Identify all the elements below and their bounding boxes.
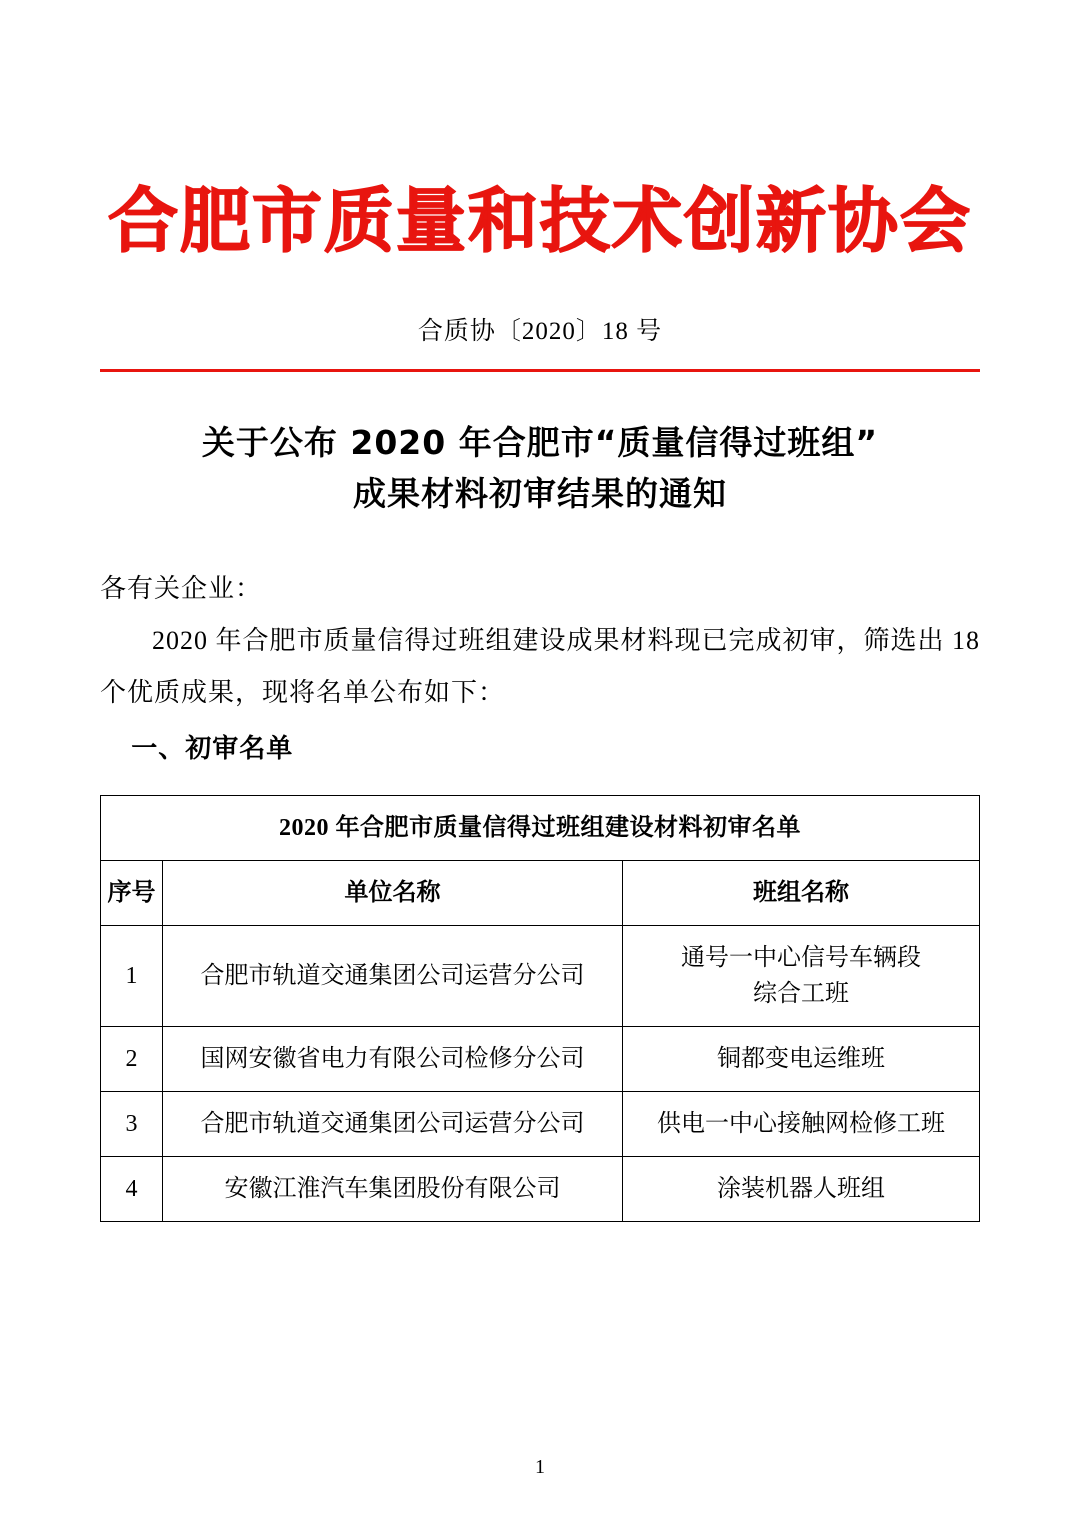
issuing-organization-title: 合肥市质量和技术创新协会	[108, 180, 972, 262]
page-title	[100, 417, 980, 519]
column-header-index: 序号	[101, 860, 163, 925]
letterhead	[100, 0, 980, 262]
initial-review-list-table	[100, 795, 980, 1222]
salutation: 各有关企业：	[100, 573, 263, 603]
section-heading-1: 一、初审名单	[131, 733, 294, 764]
page-title-line-1: 关于公布 2020 年合肥市“质量信得过班组”	[201, 422, 879, 462]
document-body	[100, 563, 980, 775]
table-row	[101, 1026, 980, 1091]
table-header-row	[101, 860, 980, 925]
page-title-line-2: 成果材料初审结果的通知	[353, 473, 727, 513]
cell-team-line-2: 综合工班	[753, 980, 849, 1007]
table-row	[101, 1091, 980, 1156]
cell-unit: 安徽江淮汽车集团股份有限公司	[163, 1156, 623, 1221]
cell-unit: 国网安徽省电力有限公司检修分公司	[163, 1026, 623, 1091]
table-caption-row	[101, 795, 980, 860]
body-paragraph-1: 2020 年合肥市质量信得过班组建设成果材料现已完成初审，筛选出 18 个优质成果，现将名单公布如下：	[100, 625, 981, 707]
document-number: 合质协〔2020〕18 号	[417, 317, 663, 345]
column-header-team: 班组名称	[623, 860, 980, 925]
cell-team: 铜都变电运维班	[623, 1026, 980, 1091]
table-caption: 2020 年合肥市质量信得过班组建设材料初审名单	[101, 795, 980, 860]
cell-team	[623, 925, 980, 1026]
cell-index: 1	[101, 925, 163, 1026]
red-divider-rule	[100, 369, 980, 372]
table-row	[101, 1156, 980, 1221]
cell-index: 2	[101, 1026, 163, 1091]
cell-index: 4	[101, 1156, 163, 1221]
column-header-unit: 单位名称	[163, 860, 623, 925]
cell-unit: 合肥市轨道交通集团公司运营分公司	[163, 925, 623, 1026]
cell-team: 涂装机器人班组	[623, 1156, 980, 1221]
cell-team: 供电一中心接触网检修工班	[623, 1091, 980, 1156]
cell-unit: 合肥市轨道交通集团公司运营分公司	[163, 1091, 623, 1156]
page-number: 1	[535, 1456, 545, 1478]
cell-index: 3	[101, 1091, 163, 1156]
table-row	[101, 925, 980, 1026]
cell-team-line-1: 通号一中心信号车辆段	[681, 944, 921, 971]
